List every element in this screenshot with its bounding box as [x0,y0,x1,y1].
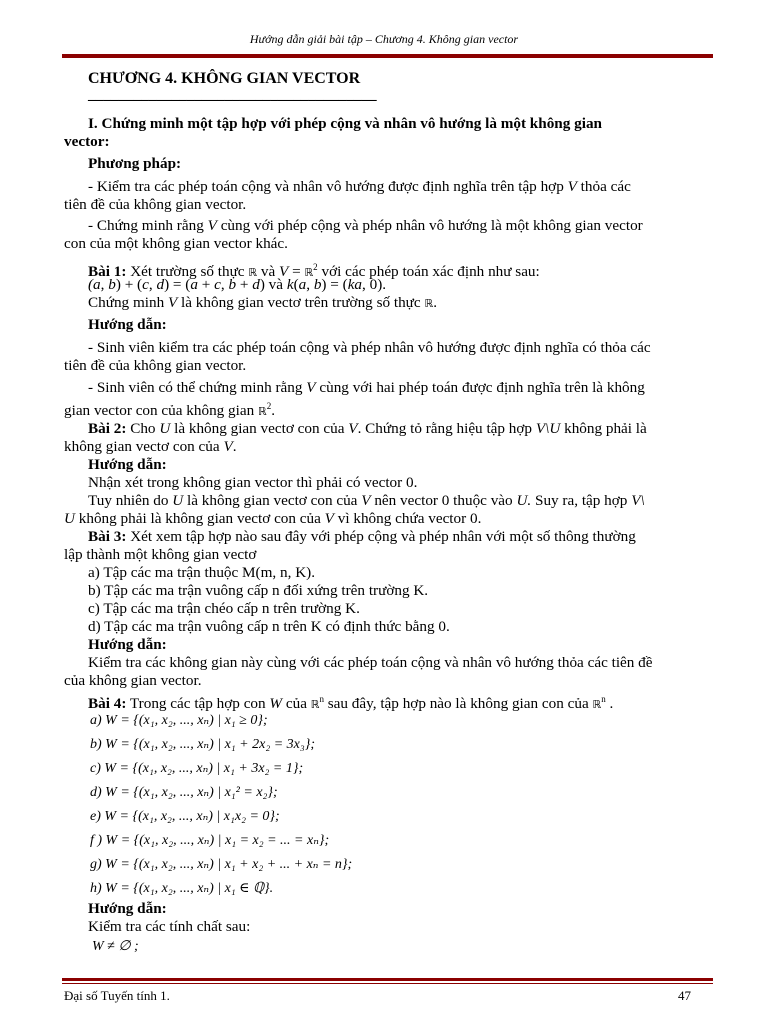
subset-item: h) W = {(x₁, x₂, ..., xₙ) | x₁ ∈ ℚ}. [90,881,274,896]
exercise-2-cont: không gian vectơ con của V. [64,438,237,455]
section-heading: I. Chứng minh một tập hợp với phép cộng và nhân vô hướng là một không gian [88,115,602,132]
footer-rule [62,978,713,984]
guide-item: - Sinh viên có thể chứng minh rằng V cùng với hai phép toán được định nghĩa trên là không [88,379,645,396]
method-item-cont: con của một không gian vector khác. [64,235,288,252]
guide-label: Hướng dẫn: [88,900,167,917]
guide-label: Hướng dẫn: [88,456,167,473]
guide-item-cont: của không gian vector. [64,672,202,689]
page-number: 47 [678,988,691,1003]
exercise-3-item: c) Tập các ma trận chéo cấp n trên trường K. [88,600,360,617]
exercise-4: Bài 4: Trong các tập hợp con W của ℝ$^n$ sau đây, tập hợp nào là không gian con của ℝ$^n$ . [88,694,614,712]
exercise-1: Bài 1: Xét trường số thực ℝ và V = ℝ$^2$ với các phép toán xác định như sau: [88,262,540,280]
guide-item: Nhận xét trong không gian vector thì phải có vector 0. [88,474,418,491]
method-item-cont: tiên đề của không gian vector. [64,196,247,213]
subset-item: a) W = {(x₁, x₂, ..., xₙ) | x₁ ≥ 0}; [90,713,268,728]
method-label: Phương pháp: [88,155,182,172]
exercise-3-item: a) Tập các ma trận thuộc M(m, n, K). [88,564,316,581]
exercise-1-task: Chứng minh V là không gian vectơ trên trường số thực ℝ. [88,294,437,311]
method-item: - Chứng minh rằng V cùng với phép cộng và phép nhân vô hướng là một không gian vector [88,217,643,234]
exercise-1-operations: (a, b) + (c, d) = (a + c, b + d) và k(a, b) = (ka, 0). [88,276,387,293]
footer-title: Đại số Tuyến tính 1. [64,988,170,1003]
guide-item: - Sinh viên kiểm tra các phép toán cộng và phép nhân vô hướng được định nghĩa có thỏa các [88,339,651,356]
exercise-3-cont: lập thành một không gian vectơ [64,546,257,563]
exercise-3-item: d) Tập các ma trận vuông cấp n trên K có định thức bằng 0. [88,618,450,635]
guide-item: Tuy nhiên do U là không gian vectơ con của V nên vector 0 thuộc vào U. Suy ra, tập hợp V\ [88,492,645,509]
guide-label: Hướng dẫn: [88,316,167,333]
subset-item: c) W = {(x₁, x₂, ..., xₙ) | x₁ + 3x₂ = 1}; [90,761,304,776]
guide-item: Kiểm tra các không gian này cùng với các phép toán cộng và nhân vô hướng thỏa các tiên đề [88,654,653,671]
exercise-3-item: b) Tập các ma trận vuông cấp n đối xứng trên trường K. [88,582,429,599]
exercise-2: Bài 2: Cho U là không gian vectơ con của V. Chứng tỏ rằng hiệu tập hợp V\U không phải là [88,420,647,437]
subset-item: e) W = {(x₁, x₂, ..., xₙ) | x₁x₂ = 0}; [90,809,280,824]
running-header: Hướng dẫn giải bài tập – Chương 4. Không gian vector [249,32,519,46]
guide-item-cont: U không phải là không gian vectơ con của V vì không chứa vector 0. [64,510,482,527]
subset-item: b) W = {(x₁, x₂, ..., xₙ) | x₁ + 2x₂ = 3x₃}; [90,737,315,752]
method-item: - Kiểm tra các phép toán cộng và nhân vô hướng được định nghĩa trên tập hợp V thỏa các [88,178,631,195]
guide-item: Kiểm tra các tính chất sau: [88,918,251,935]
section-heading-cont: vector: [64,133,110,150]
chapter-underline: ______________________________________ [88,86,377,103]
subset-item: f ) W = {(x₁, x₂, ..., xₙ) | x₁ = x₂ = ... = xₙ}; [90,833,330,848]
chapter-title: CHƯƠNG 4. KHÔNG GIAN VECTOR [88,70,361,87]
guide-item-cont: gian vector con của không gian ℝ$^2$. [64,401,276,419]
guide-item-cont: tiên đề của không gian vector. [64,357,247,374]
subset-item: d) W = {(x₁, x₂, ..., xₙ) | x₁² = x₂}; [90,785,278,800]
guide-formula: W ≠ ∅ ; [92,939,139,954]
exercise-3: Bài 3: Xét xem tập hợp nào sau đây với phép cộng và phép nhân với một số thông thường [88,528,636,545]
subset-item: g) W = {(x₁, x₂, ..., xₙ) | x₁ + x₂ + ... + xₙ = n}; [90,857,353,872]
guide-label: Hướng dẫn: [88,636,167,653]
header-rule [62,52,713,58]
